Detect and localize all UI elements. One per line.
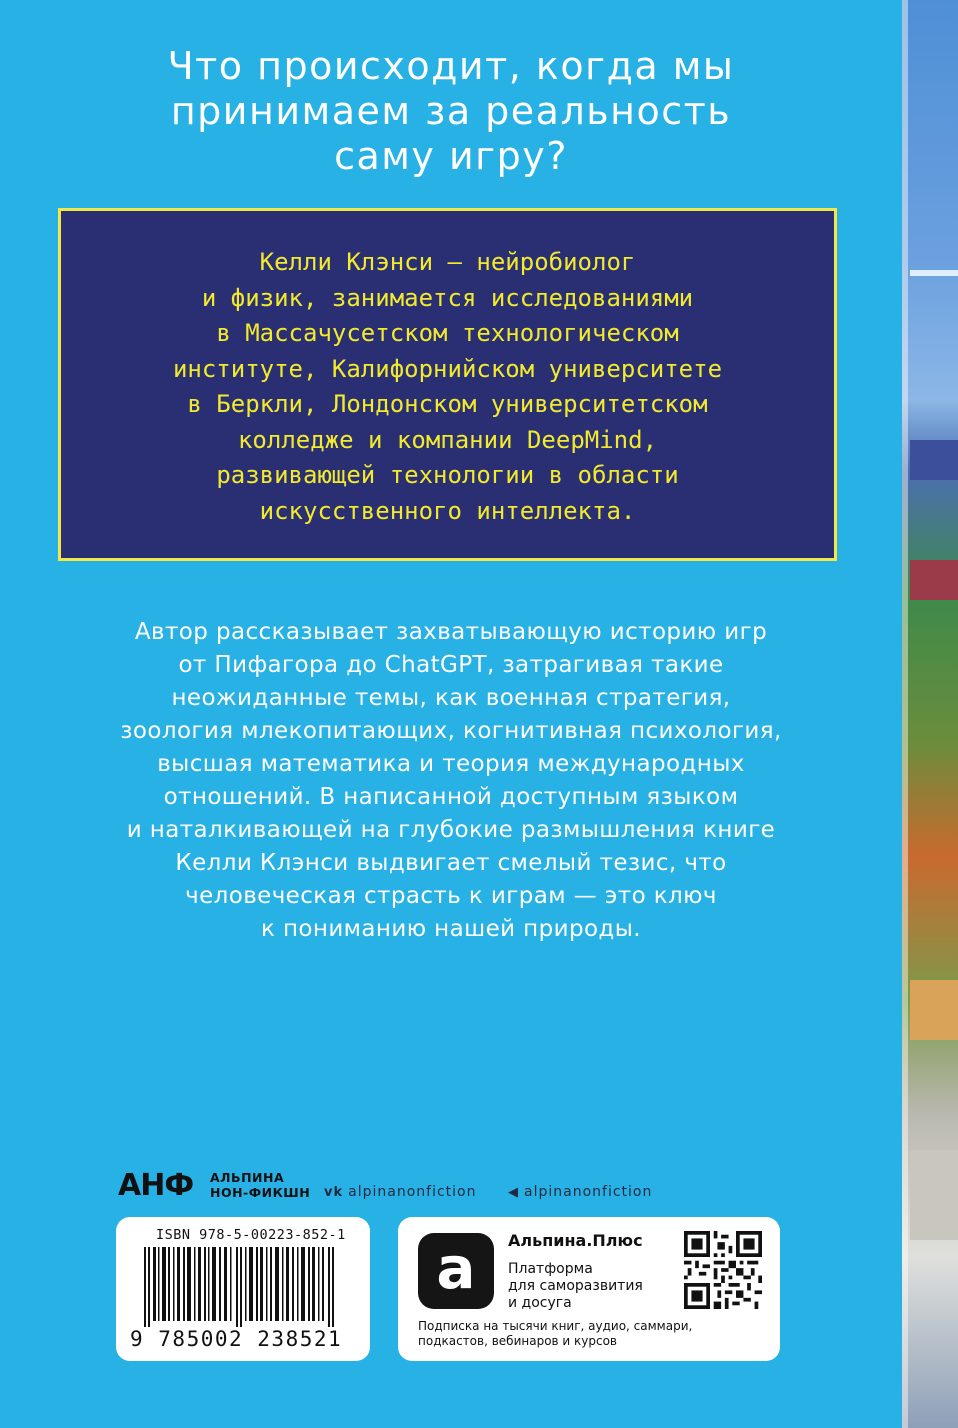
headline [0, 44, 902, 179]
vk-link[interactable] [324, 1184, 476, 1200]
promo-subtitle-line: Платформа [508, 1261, 593, 1277]
bio-line: и физик, занимается исследованиями [201, 283, 694, 312]
telegram-link[interactable] [508, 1184, 652, 1200]
promo-subtitle [508, 1261, 678, 1312]
spine-stripe [910, 560, 958, 600]
headline-line: принимаем за реальность [170, 89, 732, 133]
bio-line: Келли Клэнси — нейробиолог [259, 248, 636, 276]
description-line: зоология млекопитающих, когнитивная психология, [120, 718, 782, 744]
telegram-handle: alpinanonfiction [524, 1184, 653, 1200]
headline-line: Что происходит, когда мы [167, 44, 735, 88]
isbn-barcode-panel [116, 1217, 370, 1361]
description-line: Автор рассказывает захватывающую историю игр [134, 619, 768, 645]
barcode-icon [144, 1247, 344, 1327]
bio-line: искусственного интеллекта. [259, 496, 636, 525]
description-line: Келли Клэнси выдвигает смелый тезис, что [175, 850, 727, 876]
promo-footer-line: Подписка на тысячи книг, аудио, саммари, [418, 1319, 693, 1333]
spine-stripe [910, 270, 958, 276]
description-line: неожиданные темы, как военная стратегия, [171, 685, 731, 711]
app-icon-letter: a [436, 1234, 476, 1302]
publisher-row [118, 1168, 678, 1208]
spine-stripe [910, 1150, 958, 1240]
description-line: к пониманию нашей природы. [260, 916, 642, 942]
front-cover-edge [902, 0, 958, 1428]
author-bio [61, 245, 834, 529]
vk-handle: alpinanonfiction [348, 1184, 477, 1200]
telegram-icon: ◀ [508, 1185, 519, 1200]
description-line: и наталкивающей на глубокие размышления книге [126, 817, 776, 843]
alpina-app-icon [418, 1233, 494, 1309]
alpina-plus-promo [398, 1217, 780, 1361]
promo-title: Альпина.Плюс [508, 1231, 643, 1250]
promo-subtitle-line: для саморазвития [508, 1278, 643, 1294]
bio-line: в Массачусетском технологическом [216, 319, 679, 347]
spine-stripe [910, 440, 958, 480]
barcode-digits: 9 785002 238521 [130, 1327, 343, 1351]
description-line: от Пифагора до ChatGPT, затрагивая такие [178, 652, 724, 678]
bio-line: колледже и компании DeepMind, [237, 425, 658, 454]
publisher-name [210, 1170, 320, 1200]
description-line: человеческая страсть к играм — это ключ [185, 883, 717, 909]
author-bio-box [58, 208, 837, 561]
spine-stripe [910, 980, 958, 1040]
publisher-name-line: НОН-ФИКШН [210, 1185, 311, 1200]
description-line: отношений. В написанной доступным языком [163, 784, 739, 810]
headline-line: саму игру? [334, 134, 568, 178]
promo-footer [418, 1319, 768, 1349]
bio-line: в Беркли, Лондонском университетском [187, 390, 708, 418]
vk-icon: vk [324, 1185, 344, 1200]
description-line: высшая математика и теория международных [157, 751, 745, 777]
isbn-label: ISBN 978-5-00223-852-1 [156, 1227, 346, 1243]
qr-code-icon[interactable] [684, 1231, 762, 1309]
promo-subtitle-line: и досуга [508, 1295, 572, 1311]
book-description [0, 616, 902, 946]
bio-line: развивающей технологии в области [216, 461, 679, 489]
promo-footer-line: подкастов, вебинаров и курсов [418, 1334, 618, 1348]
publisher-logo: АНФ [118, 1168, 194, 1203]
bio-line: институте, Калифорнийском университете [172, 354, 723, 383]
publisher-name-line: АЛЬПИНА [210, 1170, 285, 1185]
